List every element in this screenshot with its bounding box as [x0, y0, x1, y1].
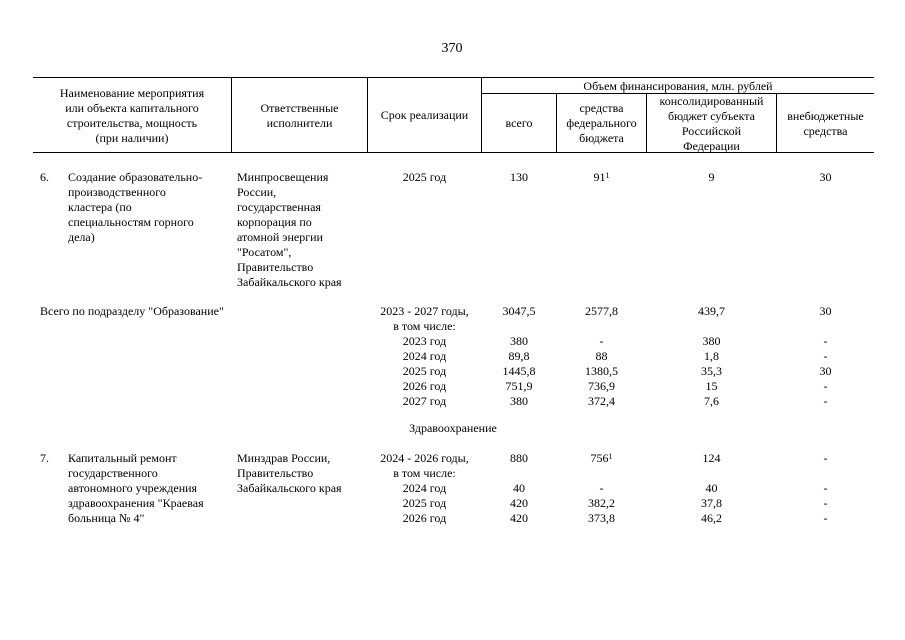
- year-cell-total: 420: [510, 511, 528, 525]
- year-cell-federal: -: [599, 334, 604, 348]
- subtotal-regional: 439,7: [698, 304, 725, 318]
- year-cell-federal: 88: [595, 349, 608, 363]
- row-regional: 9: [708, 170, 715, 184]
- year-cell-total: 1445,8: [502, 364, 536, 378]
- year-cell-extra: -: [823, 394, 828, 408]
- year-cell-regional: 40: [705, 481, 718, 495]
- row-term-sub: в том числе:: [393, 466, 456, 480]
- subtotal-extrabudget: 30: [819, 304, 832, 318]
- year-cell-total: 751,9: [505, 379, 533, 393]
- subtotal-term-sub: в том числе:: [393, 319, 456, 333]
- page-number: 370: [441, 41, 463, 56]
- year-cell-year: 2026 год: [402, 379, 447, 393]
- year-cell-extra: -: [823, 334, 828, 348]
- year-cell-year: 2023 год: [402, 334, 447, 348]
- year-cell-total: 380: [510, 334, 528, 348]
- header-total: всего: [505, 116, 533, 130]
- row-number: 7.: [40, 451, 49, 465]
- subtotal-term: 2023 - 2027 годы,: [380, 304, 469, 318]
- subtotal-total: 3047,5: [502, 304, 536, 318]
- row-federal-value: 91: [593, 170, 606, 184]
- subtotal-label: Всего по подразделу "Образование": [40, 304, 224, 318]
- row-name: Капитальный ремонт государственного автономного учреждения здравоохранения "Краевая больница № 4": [68, 451, 204, 525]
- header-term: Срок реализации: [380, 108, 469, 122]
- header-federal: средства федерального бюджета: [566, 101, 637, 145]
- header-name: Наименование мероприятия или объекта капитального строительства, мощность (при наличии): [59, 86, 205, 145]
- year-cell-extra: -: [823, 496, 828, 510]
- row-federal: [557, 451, 646, 466]
- section-title: Здравоохранение: [409, 421, 497, 435]
- footnote-mark: 1: [608, 452, 613, 461]
- row-total: 880: [510, 451, 528, 465]
- year-cell-regional: 37,8: [701, 496, 722, 510]
- year-cell-total: 420: [510, 496, 528, 510]
- header-financing: Объем финансирования, млн. рублей: [583, 79, 773, 93]
- year-cell-year: 2024 год: [402, 349, 447, 363]
- year-cell-year: 2027 год: [402, 394, 447, 408]
- year-cell-regional: 46,2: [701, 511, 722, 525]
- year-cell-extra: -: [823, 511, 828, 525]
- row-executors: Минпросвещения России, государственная корпорация по атомной энергии "Росатом", Правительство Забайкальского края: [237, 170, 342, 289]
- year-cell-year: 2026 год: [402, 511, 447, 525]
- year-cell-extra: -: [823, 379, 828, 393]
- year-cell-year: 2025 год: [402, 496, 447, 510]
- year-cell-extra: -: [823, 349, 828, 363]
- year-cell-extra: 30: [819, 364, 832, 378]
- footnote-mark: 1: [605, 171, 610, 180]
- row-extrabudget: 30: [819, 170, 832, 184]
- row-name: Создание образовательно- производственного кластера (по специальностям горного дела): [68, 170, 203, 244]
- year-cell-regional: 7,6: [704, 394, 719, 408]
- header-extrabudget: внебюджетные средства: [787, 109, 864, 138]
- year-cell-year: 2024 год: [402, 481, 447, 495]
- year-cell-extra: -: [823, 481, 828, 495]
- year-cell-regional: 1,8: [704, 349, 719, 363]
- year-cell-total: 40: [513, 481, 525, 495]
- header-top-rule: [33, 77, 874, 78]
- year-cell-year: 2025 год: [402, 364, 447, 378]
- row-total: 130: [510, 170, 528, 184]
- year-cell-federal: 372,4: [588, 394, 615, 408]
- year-cell-federal: 382,2: [588, 496, 615, 510]
- year-cell-total: 89,8: [508, 349, 530, 363]
- year-cell-regional: 15: [705, 379, 718, 393]
- subtotal-federal: 2577,8: [585, 304, 618, 318]
- row-number: 6.: [40, 170, 49, 184]
- header-executors: Ответственные исполнители: [260, 101, 339, 130]
- header-regional: консолидированный бюджет субъекта Российской Федерации: [659, 94, 764, 153]
- year-cell-federal: 373,8: [588, 511, 615, 525]
- row-regional: 124: [702, 451, 721, 465]
- row-extrabudget: -: [823, 451, 828, 465]
- year-cell-regional: 380: [702, 334, 721, 348]
- row-executors: Минздрав России, Правительство Забайкальского края: [237, 451, 342, 495]
- row-federal-value: 756: [590, 451, 609, 465]
- row-federal: [557, 170, 646, 185]
- row-term: 2025 год: [402, 170, 447, 184]
- year-cell-federal: 736,9: [588, 379, 615, 393]
- year-cell-total: 380: [510, 394, 528, 408]
- year-cell-federal: 1380,5: [585, 364, 618, 378]
- year-cell-federal: -: [599, 481, 604, 495]
- year-cell-regional: 35,3: [701, 364, 722, 378]
- row-term: 2024 - 2026 годы,: [380, 451, 469, 465]
